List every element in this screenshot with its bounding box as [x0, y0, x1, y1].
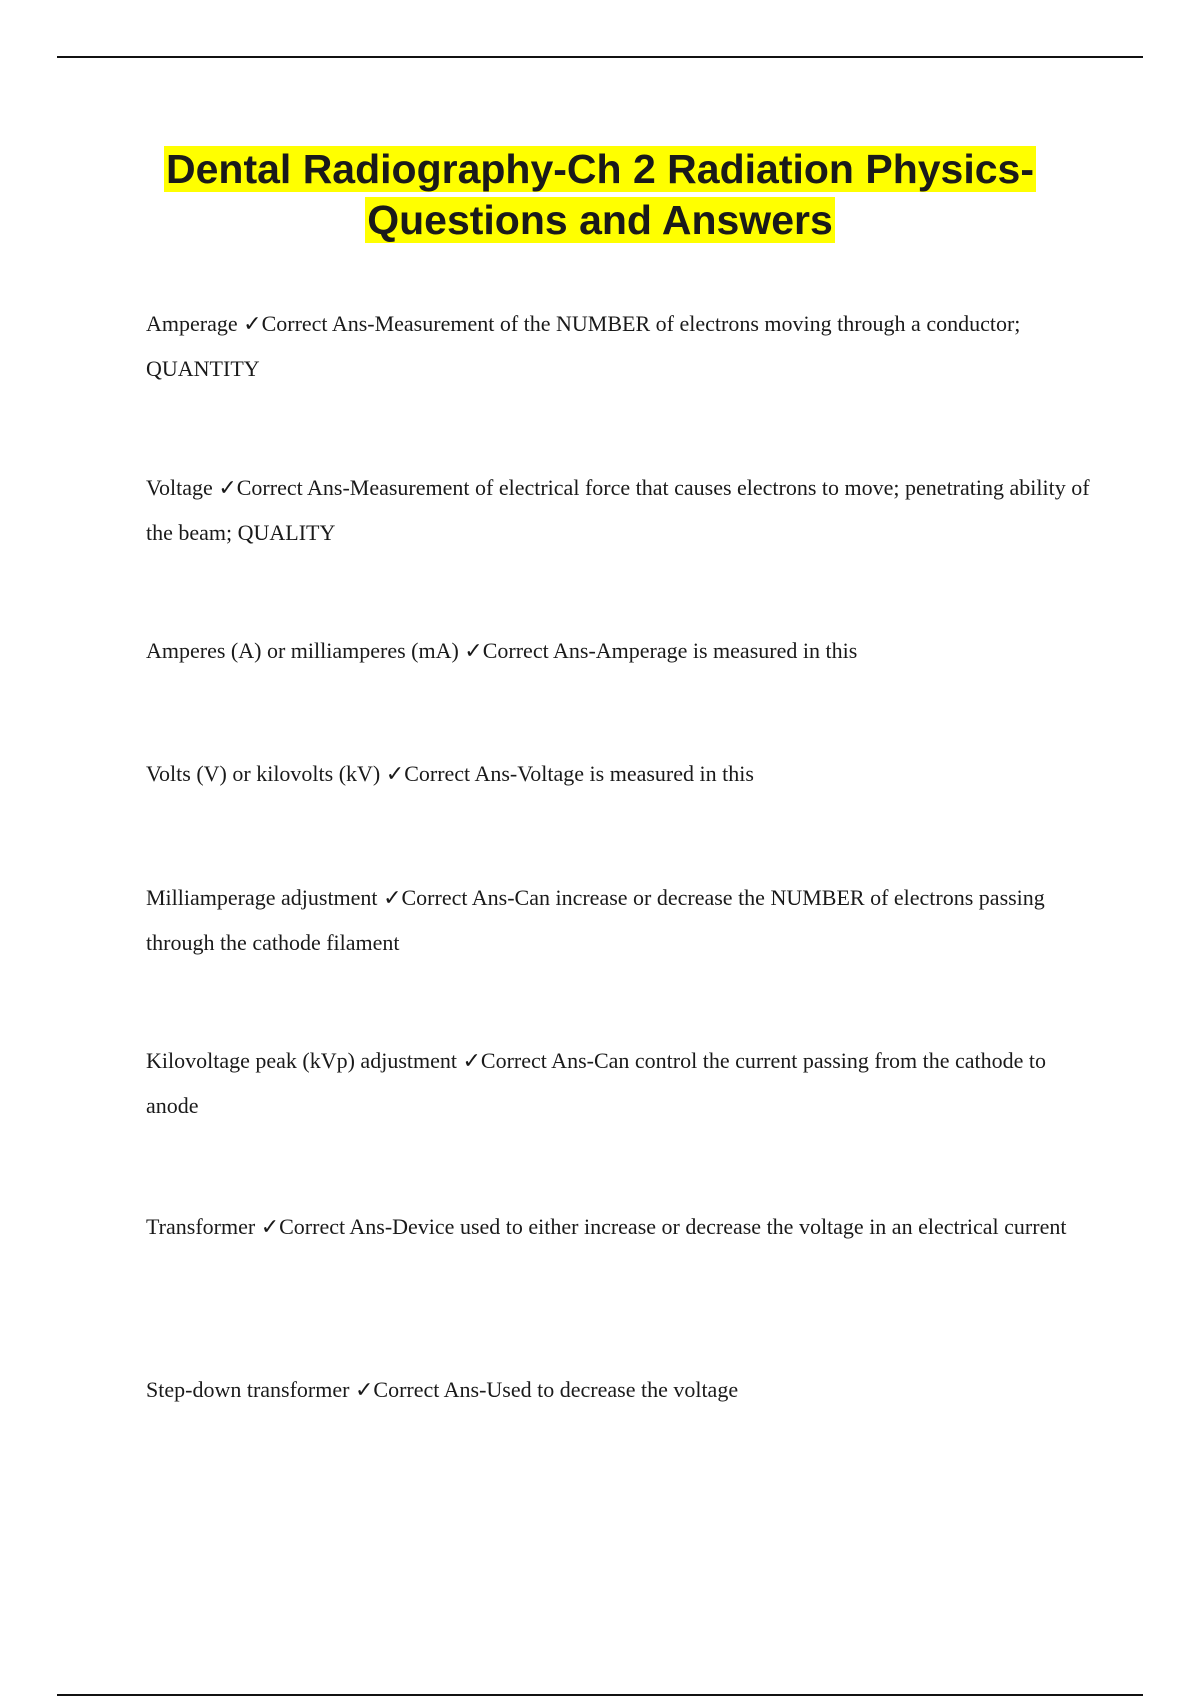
qa-item: [146, 466, 1096, 555]
qa-term: Voltage: [146, 475, 213, 500]
qa-answer: Measurement of electrical force that causes electrons to move; penetrating ability of the beam; QUALITY: [146, 475, 1090, 545]
answer-prefix: Correct Ans-: [401, 885, 515, 910]
check-icon: ✓: [218, 476, 237, 501]
top-rule: [57, 56, 1143, 58]
answer-prefix: Correct Ans-: [404, 761, 518, 786]
qa-answer: Used to decrease the voltage: [486, 1377, 739, 1402]
check-icon: ✓: [260, 1215, 280, 1240]
qa-item: [146, 1368, 1096, 1413]
qa-term: Step-down transformer: [146, 1377, 350, 1402]
qa-answer: Voltage is measured in this: [517, 761, 754, 786]
qa-item: [146, 876, 1096, 965]
document-title: [100, 144, 1100, 246]
qa-answer: Can increase or decrease the NUMBER of electrons passing through the cathode filament: [146, 885, 1045, 955]
qa-term: Milliamperage adjustment: [146, 885, 378, 910]
qa-answer: Can control the current passing from the cathode to anode: [146, 1048, 1047, 1118]
title-line-1: Dental Radiography-Ch 2 Radiation Physics-: [166, 146, 1034, 192]
check-icon: ✓: [385, 762, 405, 787]
answer-prefix: Correct Ans-: [279, 1214, 393, 1239]
qa-answer: Amperage is measured in this: [595, 638, 858, 663]
check-icon: ✓: [383, 886, 402, 911]
qa-item: [146, 1039, 1096, 1128]
check-icon: ✓: [464, 639, 483, 664]
check-icon: ✓: [354, 1378, 374, 1403]
check-icon: ✓: [243, 312, 262, 337]
answer-prefix: Correct Ans-: [261, 311, 375, 336]
qa-term: Amperage: [146, 311, 238, 336]
check-icon: ✓: [462, 1049, 481, 1074]
qa-answer: Measurement of the NUMBER of electrons moving through a conductor; QUANTITY: [146, 311, 1021, 381]
qa-term: Amperes (A) or milliamperes (mA): [146, 638, 459, 663]
qa-item: [146, 302, 1096, 391]
qa-term: Kilovoltage peak (kVp) adjustment: [146, 1048, 457, 1073]
bottom-rule: [57, 1694, 1143, 1696]
qa-item: [146, 752, 1096, 797]
answer-prefix: Correct Ans-: [236, 475, 350, 500]
title-line-2: Questions and Answers: [367, 197, 833, 243]
answer-prefix: Correct Ans-: [373, 1377, 487, 1402]
qa-term: Transformer: [146, 1214, 256, 1239]
answer-prefix: Correct Ans-: [480, 1048, 594, 1073]
qa-item: [146, 1205, 1096, 1250]
qa-term: Volts (V) or kilovolts (kV): [146, 761, 381, 786]
qa-item: [146, 629, 1096, 674]
qa-answer: Device used to either increase or decrease the voltage in an electrical current: [392, 1214, 1067, 1239]
answer-prefix: Correct Ans-: [482, 638, 596, 663]
